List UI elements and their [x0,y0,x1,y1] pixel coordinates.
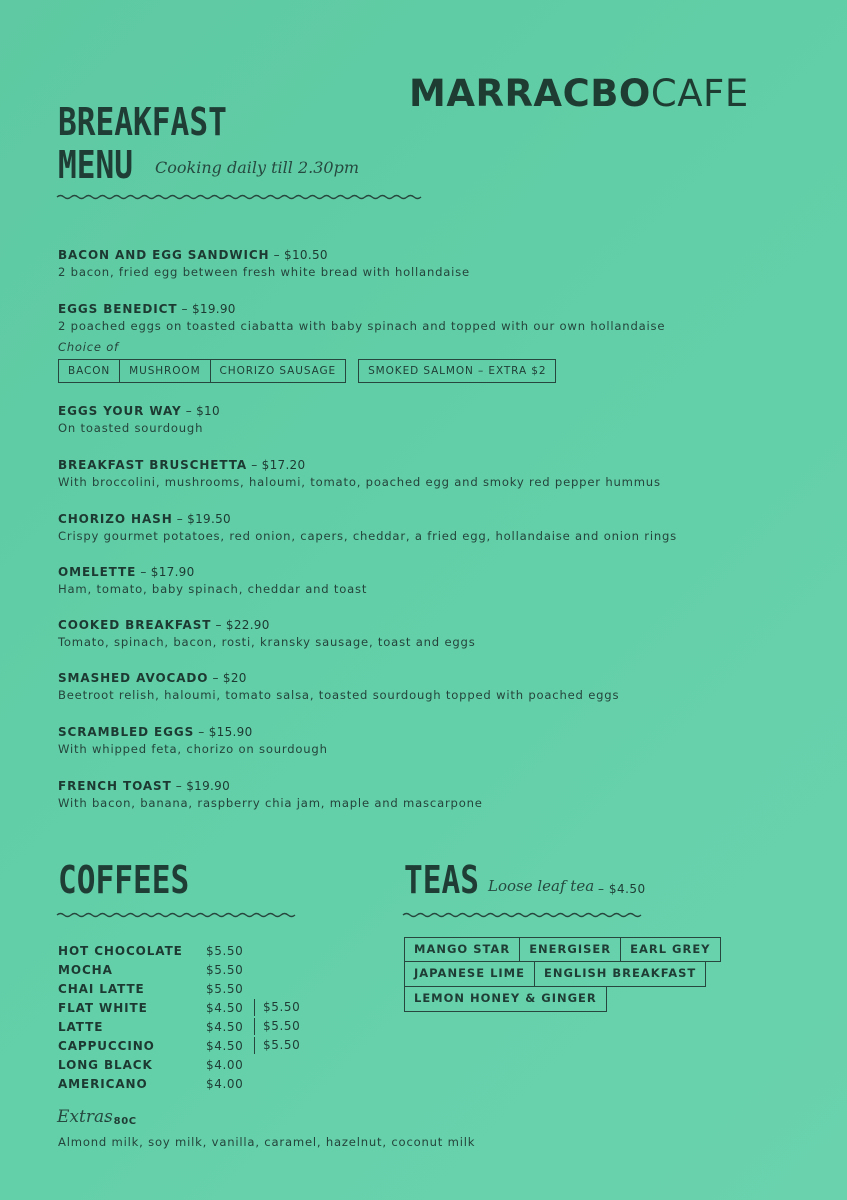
tea-row [404,937,721,962]
coffee-row [58,1074,300,1093]
coffee-row [58,941,300,960]
teas-title: TEAS [404,858,480,902]
item-description: Crispy gourmet potatoes, red onion, capers, cheddar, a fried egg, hollandaise and onion rings [58,529,678,543]
extras-description: Almond milk, soy milk, vanilla, caramel, hazelnut, coconut milk [58,1135,476,1149]
menu-item [58,302,665,333]
coffee-price: $4.00 [206,1057,244,1072]
coffee-name: MOCHA [58,962,113,977]
item-description: With broccolini, mushrooms, haloumi, tomato, poached egg and smoky red pepper hummus [58,475,661,489]
item-price: – $19.50 [172,512,231,526]
menu-item [58,618,476,649]
item-name: BACON AND EGG SANDWICH – $10.50 [58,248,328,262]
item-name: EGGS YOUR WAY – $10 [58,404,220,418]
cafe-logo [409,72,749,115]
item-price: – $22.90 [211,618,270,632]
coffee-price: $4.50 [206,1000,244,1015]
menu-item [58,671,619,702]
item-name: SCRAMBLED EGGS – $15.90 [58,725,253,739]
menu-item [58,725,328,756]
coffees-wave-divider [56,908,308,922]
item-price: – $10.50 [269,248,328,262]
item-description: With bacon, banana, raspberry chia jam, maple and mascarpone [58,796,483,810]
item-description: With whipped feta, chorizo on sourdough [58,742,328,756]
coffee-name: CAPPUCCINO [58,1038,155,1053]
coffee-name: CHAI LATTE [58,981,145,996]
tea-option: ENGLISH BREAKFAST [535,962,706,987]
coffee-name: LATTE [58,1019,104,1034]
extras-label: Extras [57,1107,113,1127]
choice-option: CHORIZO SAUSAGE [211,359,347,383]
coffee-list [58,941,300,1093]
coffee-row [58,1036,300,1055]
item-name: FRENCH TOAST – $19.90 [58,779,231,793]
choice-label: Choice of [58,340,119,354]
tea-option: ENERGISER [520,937,621,962]
choice-option: BACON [58,359,120,383]
item-description: Tomato, spinach, bacon, rosti, kransky sausage, toast and eggs [58,635,476,649]
item-name: SMASHED AVOCADO – $20 [58,671,247,685]
item-description: Beetroot relish, haloumi, tomato salsa, toasted sourdough topped with poached eggs [58,688,620,702]
item-name: CHORIZO HASH – $19.50 [58,512,231,526]
coffee-large-price: $5.50 [254,1018,300,1035]
item-price: – $19.90 [177,302,236,316]
item-description: On toasted sourdough [58,421,204,435]
teas-price: – $4.50 [598,882,646,896]
brand-bold: MARRACBO [409,72,651,115]
item-price: – $19.90 [171,779,231,793]
item-price: – $15.90 [194,725,253,739]
coffee-price: $4.00 [206,1076,244,1091]
breakfast-subtitle: Cooking daily till 2.30pm [155,158,359,177]
choice-option: MUSHROOM [120,359,210,383]
menu-item [58,404,220,435]
coffee-price: $5.50 [206,981,244,996]
choice-extra-option: SMOKED SALMON – EXTRA $2 [358,359,556,383]
item-price: – $17.20 [247,458,306,472]
coffee-large-price: $5.50 [254,1037,300,1054]
coffee-name: AMERICANO [58,1076,148,1091]
coffee-name: FLAT WHITE [58,1000,148,1015]
coffee-price: $4.50 [206,1038,244,1053]
coffee-price: $5.50 [206,943,244,958]
tea-option: EARL GREY [621,937,720,962]
coffee-row [58,960,300,979]
menu-item [58,458,661,489]
tea-row [404,987,607,1012]
menu-item [58,565,367,596]
coffee-row [58,1017,300,1036]
coffee-name: HOT CHOCOLATE [58,943,183,958]
coffee-row [58,1055,300,1074]
breakfast-wave-divider [56,190,434,204]
item-description: 2 bacon, fried egg between fresh white bread with hollandaise [58,265,470,279]
item-description: 2 poached eggs on toasted ciabatta with baby spinach and topped with our own hollandaise [58,319,666,333]
coffee-large-price: $5.50 [254,999,300,1016]
item-name: OMELETTE – $17.90 [58,565,195,579]
coffee-row [58,979,300,998]
item-name: BREAKFAST BRUSCHETTA – $17.20 [58,458,306,472]
coffee-name: LONG BLACK [58,1057,153,1072]
menu-item [58,779,483,810]
choice-options [58,359,556,383]
menu-item [58,248,470,279]
tea-row [404,962,706,987]
item-price: – $10 [181,404,220,418]
coffees-title: COFFEES [58,858,190,902]
teas-wave-divider [402,908,654,922]
breakfast-title-line1: BREAKFAST [58,100,227,144]
item-name: EGGS BENEDICT – $19.90 [58,302,236,316]
teas-subtitle: Loose leaf tea [488,877,595,895]
item-price: – $20 [208,671,247,685]
item-description: Ham, tomato, baby spinach, cheddar and toast [58,582,368,596]
item-price: – $17.90 [136,565,195,579]
coffee-price: $5.50 [206,962,244,977]
tea-option: MANGO STAR [404,937,520,962]
brand-light: CAFE [650,72,749,115]
breakfast-title-line2: MENU [58,143,134,187]
extras-price: – 80C [104,1116,137,1127]
item-name: COOKED BREAKFAST – $22.90 [58,618,270,632]
tea-option: JAPANESE LIME [404,962,535,987]
tea-option: LEMON HONEY & GINGER [404,987,607,1012]
menu-item [58,512,677,543]
coffee-price: $4.50 [206,1019,244,1034]
coffee-row [58,998,300,1017]
